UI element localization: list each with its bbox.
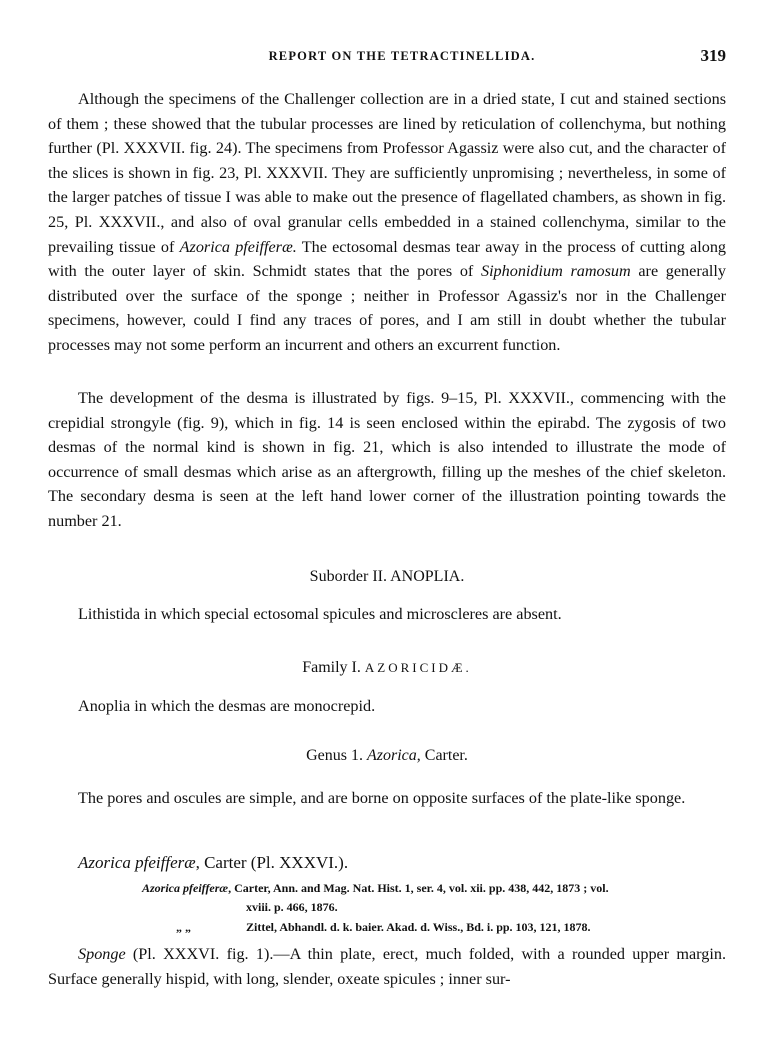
species-author: , Carter (Pl. XXXVI.). <box>195 853 349 872</box>
paragraph-desma-development: The development of the desma is illustrated by figs. 9–15, Pl. XXXVII., commencing with the crepidial strongyle (fig. 9), which in fig. 14 is seen enclosed within the epirabd. The zygosis of two desmas of the normal kind is shown in fig. 21, which is also intended to illustrate the mode of occurrence of small desmas which arise as an aftergrowth, filling up the meshes of the chief skeleton. The secondary desma is seen at the left hand lower corner of the illustration pointing towards the number 21. <box>48 389 726 530</box>
paragraph-tissue-sections <box>48 87 726 358</box>
running-head: REPORT ON THE TETRACTINELLIDA. <box>268 49 536 63</box>
family-name: AZORICIDÆ. <box>364 660 472 675</box>
genus-author: , Carter. <box>416 747 468 764</box>
reference-carter-continuation: xviii. p. 466, 1876. <box>246 900 338 914</box>
page-header <box>78 46 726 68</box>
genus-definition: The pores and oscules are simple, and are borne on opposite surfaces of the plate-like sponge. <box>78 789 686 807</box>
suborder-definition: Lithistida in which special ectosomal spicules and microscleres are absent. <box>78 605 562 623</box>
family-label: Family I. <box>302 659 361 676</box>
sponge-label: Sponge <box>78 945 126 963</box>
reference-carter-text: , Carter, Ann. and Mag. Nat. Hist. 1, ser. 4, vol. xii. pp. 438, 442, 1873 ; vol. <box>228 881 609 895</box>
para1-genus-name: Siphonidium ramosum <box>480 262 631 281</box>
reference-carter <box>142 879 726 897</box>
para1-text-1: Although the specimens of the Challenger collection are in a dried state, I cut and stained sections of them ; these showed that the tubular processes are lined by reticulation of collenchyma, but nothing further (Pl. XXXVII. fig. 24). The specimens from Professor Agassiz were also cut, and the character of the slices is shown in fig. 23, Pl. XXXVII. They are sufficiently unpromising ; nevertheless, in some of the larger patches of tissue I was able to make out the presence of flagellated chambers, as shown in fig. 25, Pl. XXXVII., and also of oval granular cells embedded in a stained collenchyma, similar to the prevailing tissue of <box>48 90 726 256</box>
para1-text-3: are generally distributed over the surface of the sponge ; neither in Professor Agassiz's nor in the Challenger specimens, however, could I find any traces of pores, and I am still in doubt whether the tubular processes may not some perform an incurrent and others an excurrent function. <box>48 262 726 354</box>
suborder-heading: Suborder II. ANOPLIA. <box>309 568 465 585</box>
page-number: 319 <box>700 46 726 65</box>
family-definition: Anoplia in which the desmas are monocrepid. <box>78 697 376 715</box>
species-name: Azorica pfeifferæ <box>78 853 196 872</box>
sponge-description-text: (Pl. XXXVI. fig. 1).—A thin plate, erect, much folded, with a rounded upper margin. Surface generally hispid, with long, slender, oxeate spicules ; inner sur- <box>48 945 726 988</box>
ditto-marks: „ „ <box>176 920 191 934</box>
genus-label: Genus 1. <box>306 747 363 764</box>
family-heading <box>48 659 726 677</box>
reference-zittel: Zittel, Abhandl. d. k. baier. Akad. d. Wiss., Bd. i. pp. 103, 121, 1878. <box>246 920 591 934</box>
genus-name: Azorica <box>367 747 417 764</box>
genus-heading <box>48 747 726 765</box>
para1-text-2: The ectosomal desmas tear away in the process of cutting along with the outer layer of skin. Schmidt states that the pores of <box>48 237 727 281</box>
species-title <box>78 853 348 873</box>
sponge-description <box>48 942 726 991</box>
para1-species-name: Azorica pfeifferæ. <box>179 237 297 256</box>
reference-carter-name: Azorica pfeifferæ <box>142 881 229 895</box>
